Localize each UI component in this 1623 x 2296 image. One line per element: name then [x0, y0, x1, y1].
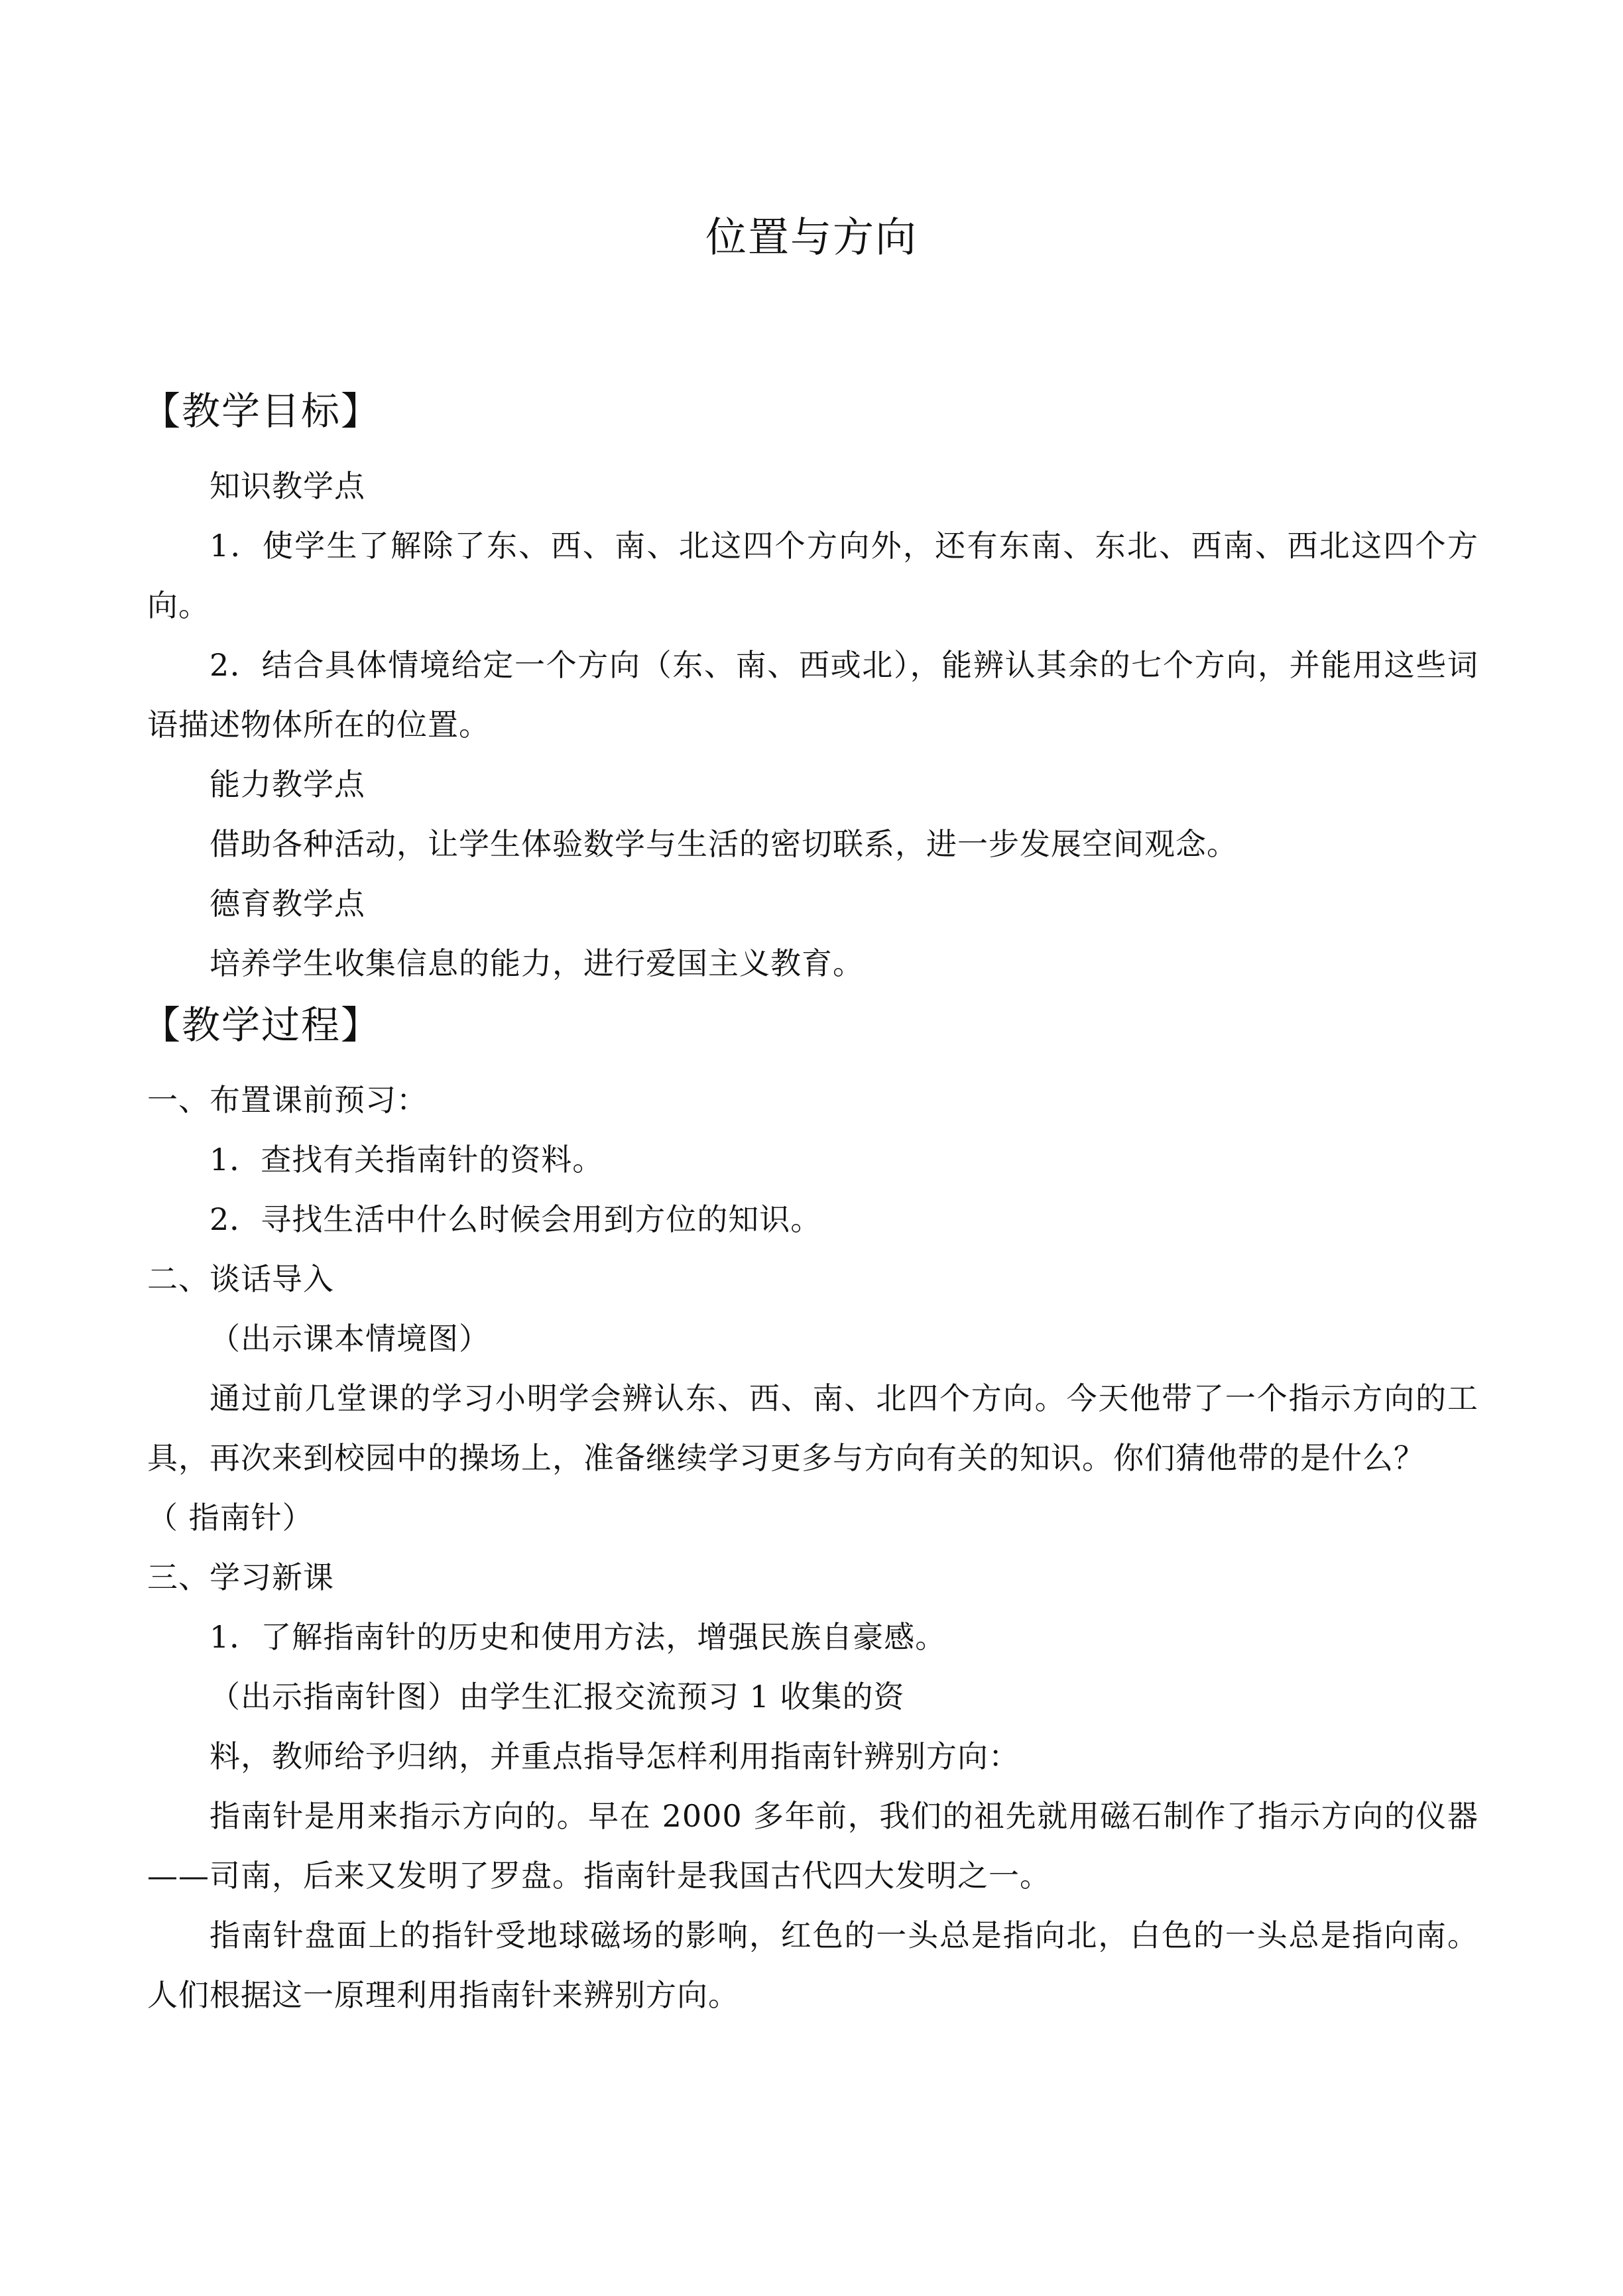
- section-heading-process: 【教学过程】: [142, 1002, 381, 1048]
- part1-title: 一、布置课前预习：: [147, 1082, 428, 1118]
- part1-item-2: 2．寻找生活中什么时候会用到方位的知识。: [210, 1201, 822, 1237]
- part1-item-1: 1．查找有关指南针的资料。: [210, 1142, 604, 1178]
- part3-paragraph-1: 指南针是用来指示方向的。早在 2000 多年前，我们的祖先就用磁石制作了指示方向的仪器——司南，后来又发明了罗盘。指南针是我国古代四大发明之一。: [147, 1798, 1478, 1894]
- document-title: 位置与方向: [705, 213, 918, 261]
- moral-label: 德育教学点: [210, 886, 365, 922]
- part3-item-1: 1．了解指南针的历史和使用方法，增强民族自豪感。: [210, 1619, 947, 1655]
- part3-note-continued: 料，教师给予归纳，并重点指导怎样利用指南针辨别方向：: [210, 1738, 1020, 1774]
- part2-title: 二、谈话导入: [147, 1261, 334, 1297]
- part2-note: （出示课本情境图）: [210, 1321, 490, 1357]
- ability-text: 借助各种活动，让学生体验数学与生活的密切联系，进一步发展空间观念。: [210, 826, 1238, 862]
- part3-title: 三、学习新课: [147, 1559, 334, 1595]
- document-body: [142, 385, 1478, 2025]
- moral-text: 培养学生收集信息的能力，进行爱国主义教育。: [210, 945, 864, 981]
- ability-label: 能力教学点: [210, 766, 365, 802]
- part2-text: 通过前几堂课的学习小明学会辨认东、西、南、北四个方向。今天他带了一个指示方向的工具，再次来到校园中的操场上，准备继续学习更多与方向有关的知识。你们猜他带的是什么？: [147, 1380, 1478, 1476]
- part3-note: （出示指南针图）由学生汇报交流预习 1 收集的资: [210, 1679, 905, 1715]
- part2-answer: （ 指南针）: [147, 1500, 314, 1536]
- knowledge-item-2: 2．结合具体情境给定一个方向（东、南、西或北），能辨认其余的七个方向，并能用这些词语描述物体所在的位置。: [147, 647, 1478, 743]
- section-heading-objectives: 【教学目标】: [142, 389, 381, 434]
- knowledge-item-1: 1．使学生了解除了东、西、南、北这四个方向外，还有东南、东北、西南、西北这四个方向。: [147, 528, 1478, 623]
- part3-paragraph-2: 指南针盘面上的指针受地球磁场的影响，红色的一头总是指向北，白色的一头总是指向南。人们根据这一原理利用指南针来辨别方向。: [147, 1917, 1478, 2013]
- knowledge-label: 知识教学点: [210, 468, 365, 504]
